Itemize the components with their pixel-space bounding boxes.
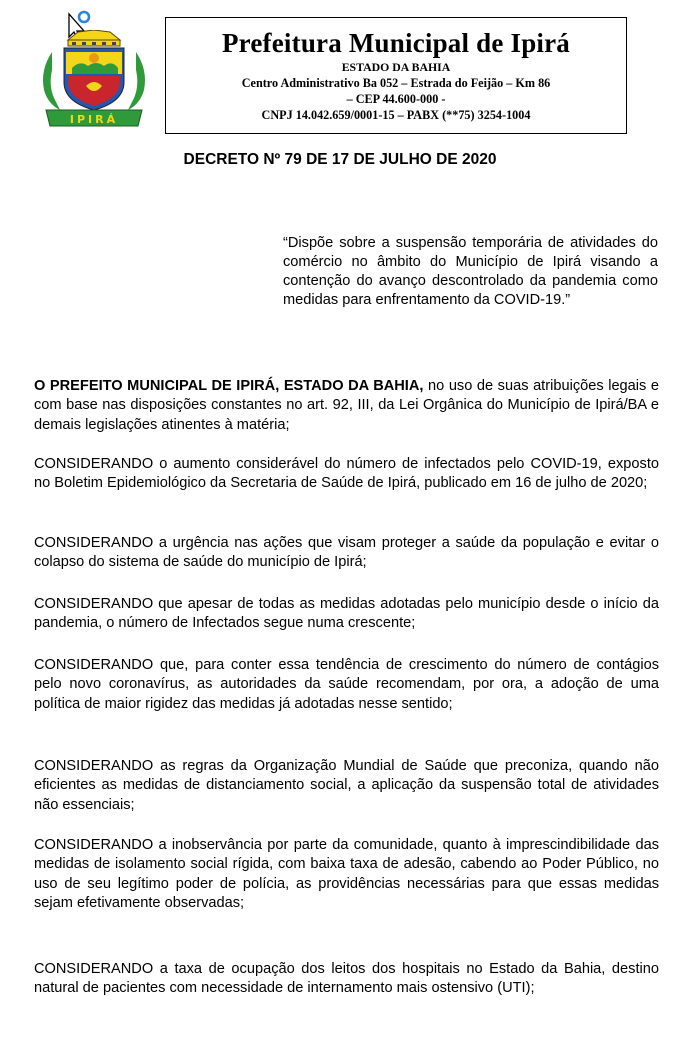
- letterhead-title: Prefeitura Municipal de Ipirá: [221, 28, 571, 58]
- considerando-paragraph-4: CONSIDERANDO que, para conter essa tendência de crescimento do número de contágios pelo novo coronavírus, as autoridades da saúde recomendam, por ora, a adoção de uma política de maior rigidez das medidas já adotadas nesse sentido;: [34, 657, 659, 712]
- letterhead-address: Centro Administrativo Ba 052 – Estrada do Feijão – Km 86: [241, 76, 551, 90]
- letterhead-cnpj: CNPJ 14.042.659/0001-15 – PABX (**75) 3254-1004: [261, 108, 531, 122]
- ipira-coat-of-arms-logo: [38, 30, 150, 130]
- considerando-paragraph-1: CONSIDERANDO o aumento considerável do número de infectados pelo COVID-19, exposto no Boletim Epidemiológico da Secretaria de Saúde de Ipirá, publicado em 16 de julho de 2020;: [34, 456, 659, 492]
- considerando-paragraph-5: CONSIDERANDO as regras da Organização Mundial de Saúde que preconiza, quando não eficientes as medidas de distanciamento social, a aplicação da suspensão total de atividades não essenciais;: [34, 758, 659, 813]
- letterhead-state: ESTADO DA BAHIA: [341, 60, 451, 74]
- considerando-paragraph-7: CONSIDERANDO a taxa de ocupação dos leitos dos hospitais no Estado da Bahia, destino natural de pacientes com necessidade de internamento mais ostensivo (UTI);: [34, 961, 659, 997]
- decree-ementa: “Dispõe sobre a suspensão temporária de atividades do comércio no âmbito do Município de Ipirá visando a contenção do avanço descontrolado da pandemia como medidas para enfrentamento da COVID-19.”: [283, 235, 658, 308]
- considerando-paragraph-2: CONSIDERANDO a urgência nas ações que visam proteger a saúde da população e evitar o colapso do sistema de saúde do município de Ipirá;: [34, 535, 659, 571]
- considerando-paragraph-6: CONSIDERANDO a inobservância por parte da comunidade, quanto à imprescindibilidade das medidas de isolamento social rígida, com baixa taxa de adesão, cabendo ao Poder Público, no uso de seu legítimo poder de polícia, as providências necessárias para que essas medidas sejam efetivamente observadas;: [34, 837, 659, 912]
- decree-preamble: [34, 377, 659, 435]
- decree-title: DECRETO Nº 79 DE 17 DE JULHO DE 2020: [183, 151, 497, 168]
- letterhead-cep: – CEP 44.600-000 -: [346, 92, 446, 106]
- considerando-paragraph-3: CONSIDERANDO que apesar de todas as medidas adotadas pelo município desde o início da pandemia, o número de Infectados segue numa crescente;: [34, 596, 659, 632]
- letterhead-box: [165, 17, 627, 134]
- preamble-text: no uso de suas atribuições legais e com base nas disposições constantes no art. 92, III, da Lei Orgânica do Município de Ipirá/BA e demais legislações atinentes à matéria;: [34, 378, 660, 433]
- logo-text: IPIRÁ: [69, 113, 119, 126]
- preamble-bold: O PREFEITO MUNICIPAL DE IPIRÁ, ESTADO DA BAHIA,: [34, 378, 424, 394]
